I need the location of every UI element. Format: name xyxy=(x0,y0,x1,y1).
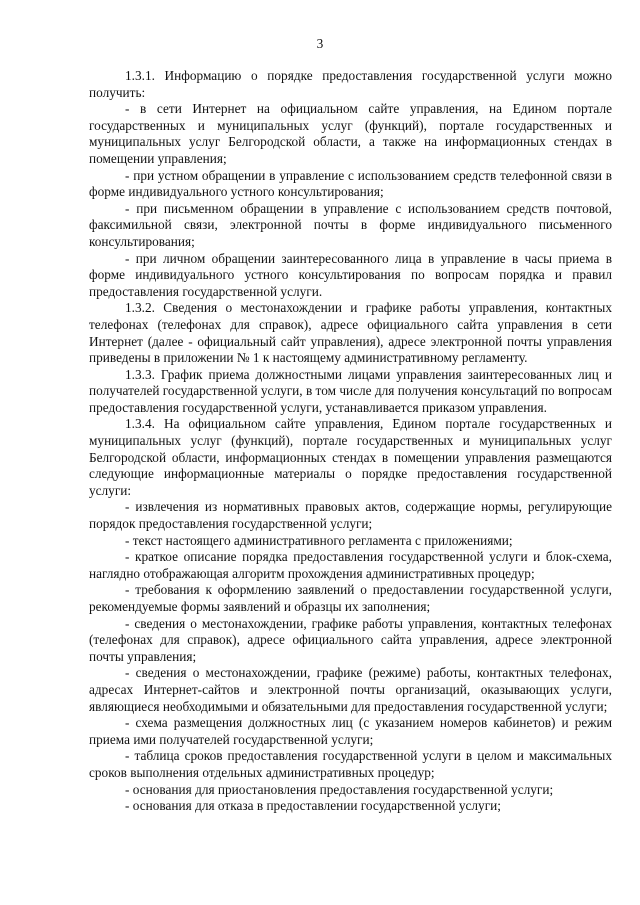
list-item-refusal-grounds: - основания для отказа в предоставлении государственной услуги; xyxy=(125,798,501,814)
list-item-deadlines-table: - таблица сроков предоставления государственной услуги в целом и максимальных сроков выполнения отдельных административных процедур; xyxy=(89,748,612,780)
list-item-office-layout: - схема размещения должностных лиц (с указанием номеров кабинетов) и режим приема ими получателей государственной услуги; xyxy=(89,715,612,747)
list-item-personal: - при личном обращении заинтересованного лица в управление в часы приема в форме индивидуального устного консультирования по вопросам порядка и правил предоставления государственной услуги. xyxy=(89,250,612,299)
list-item-flowchart: - краткое описание порядка предоставления государственной услуги и блок-схема, наглядно отображающая алгоритм прохождения административных процедур; xyxy=(89,549,612,581)
list-item-suspension-grounds: - основания для приостановления предоставления государственной услуги; xyxy=(125,781,554,797)
paragraph-1-3-4: 1.3.4. На официальном сайте управления, Едином портале государственных и муниципальных услуг (функций), портале государственных и муниципальных услуг Белгородской области, информационных стендах в помещении управления размещаются следующие информационные материалы о порядке предоставления государственной услуги: xyxy=(89,416,612,498)
list-item-phone: - при устном обращении в управление с использованием средств телефонной связи в форме индивидуального устного консультирования; xyxy=(89,167,612,200)
list-item-regulation-text: - текст настоящего административного регламента с приложениями; xyxy=(125,532,513,548)
list-item-internet: - в сети Интернет на официальном сайте управления, на Едином портале государственных и муниципальных услуг (функций), портале государственных и муниципальных услуг Белгородской области, а также на информационных стендах в помещении управления; xyxy=(89,101,612,166)
paragraph-1-3-1: 1.3.1. Информацию о порядке предоставления государственной услуги можно получить: xyxy=(89,68,612,100)
page-number: 3 xyxy=(316,36,324,51)
list-item-written: - при письменном обращении в управление с использованием средств почтовой, факсимильной связи, электронной почты в форме индивидуального письменного консультирования; xyxy=(89,200,612,249)
list-item-organizations-info: - сведения о местонахождении, графике (режиме) работы, контактных телефонах, адресах Интернет-сайтов и электронной почты организаций, оказывающих услуги, являющиеся необходимыми и обязательными для предоставления государственной услуги; xyxy=(89,665,612,714)
document-body xyxy=(89,68,612,815)
list-item-application-forms: - требования к оформлению заявлений о предоставлении государственной услуги, рекомендуемые формы заявлений и образцы их заполнения; xyxy=(89,582,612,614)
list-item-office-info: - сведения о местонахождении, графике работы управления, контактных телефонах (телефонах для справок), адресе официального сайта управления, адресе электронной почты управления; xyxy=(89,615,612,664)
paragraph-1-3-2: 1.3.2. Сведения о местонахождении и графике работы управления, контактных телефонах (телефонах для справок), адресе официального сайта управления в сети Интернет (далее - официальный сайт управления), адресе электронной почты управления приведены в приложении № 1 к настоящему административному регламенту. xyxy=(89,300,612,366)
paragraph-1-3-3: 1.3.3. График приема должностными лицами управления заинтересованных лиц и получателей государственной услуги, в том числе для получения консультаций по вопросам предоставления государственной услуги, устанавливается приказом управления. xyxy=(89,366,612,415)
list-item-extracts: - извлечения из нормативных правовых актов, содержащие нормы, регулирующие порядок предоставления государственной услуги; xyxy=(89,499,612,532)
